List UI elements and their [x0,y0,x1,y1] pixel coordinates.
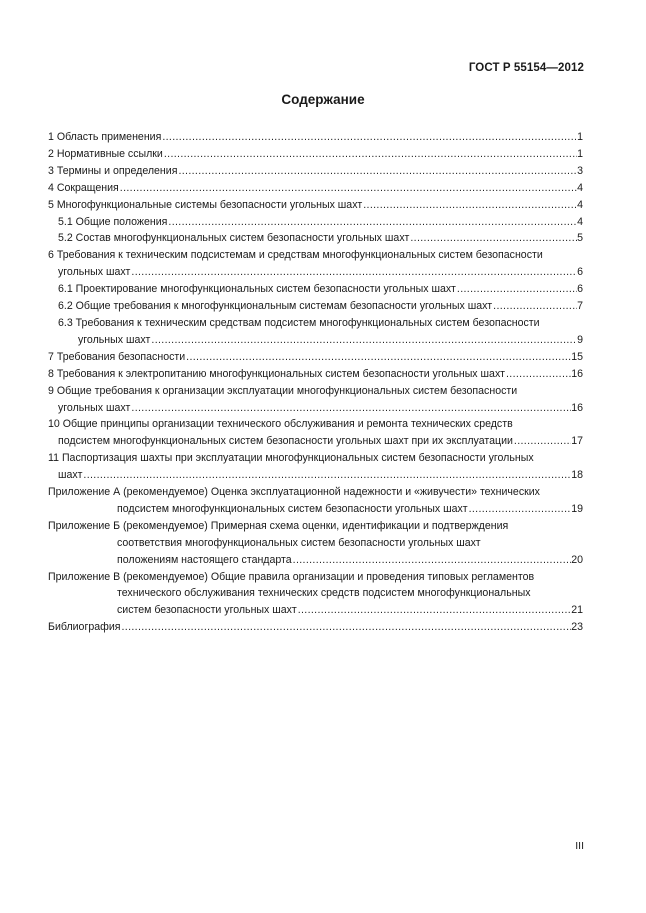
toc-entry-text: 4 Сокращения [48,181,119,194]
toc-entry-text: 1 Область применения [48,131,162,143]
toc-entry-text: Приложение А (рекомендуемое) Оценка эксплуатационной надежности и «живучести» технических [48,486,540,499]
dot-leader [164,146,577,163]
dot-leader [121,619,571,636]
toc-page-number: 1 [577,131,583,143]
toc-page-number: 4 [577,181,583,194]
dot-leader [151,332,577,349]
toc-page-number: 5 [577,232,583,245]
dot-leader [493,298,577,315]
toc-entry[interactable] [48,298,583,315]
toc-entry-text: подсистем многофункциональных систем безопасности угольных шахт [117,502,468,515]
toc-entry[interactable] [48,129,583,146]
toc-page-number: 16 [571,401,583,414]
toc-page-number: 17 [571,435,583,448]
toc-entry[interactable] [48,163,583,180]
toc-entry[interactable] [48,349,583,366]
dot-leader [469,501,572,518]
dot-leader [457,281,577,298]
toc-entry[interactable] [48,146,583,163]
toc-entry[interactable] [48,281,583,298]
toc-entry[interactable] [48,230,583,247]
toc-entry-text: 8 Требования к электропитанию многофункциональных систем безопасности угольных шахт [48,367,505,380]
toc-entry-text: 10 Общие принципы организации технического обслуживания и ремонта технических средств [48,418,513,431]
toc-page-number: 6 [577,266,583,279]
toc-entry-text: соответствия многофункциональных систем безопасности угольных шахт [117,536,481,549]
toc-entry-text: систем безопасности угольных шахт [117,604,297,617]
dot-leader [131,264,577,281]
toc-entry[interactable] [48,484,583,518]
toc-entry[interactable] [48,315,583,349]
toc-entry[interactable] [48,180,583,197]
dot-leader [298,602,572,619]
toc-page-number: 7 [577,300,583,313]
toc-entry-text: Приложение Б (рекомендуемое) Примерная схема оценки, идентификации и подтверждения [48,519,509,532]
toc-entry-text: угольных шахт [58,266,131,279]
dot-leader [178,163,577,180]
toc-page-number: 1 [577,147,583,160]
toc-entry-text: подсистем многофункциональных систем безопасности угольных шахт при их эксплуатации [58,435,513,448]
toc-page-number: 19 [571,502,583,515]
toc-entry[interactable] [48,214,583,231]
toc-entry-text: шахт [58,469,83,482]
toc-page-number: 18 [571,469,583,482]
toc-entry-text: угольных шахт [78,333,151,346]
dot-leader [120,180,577,197]
toc-page-number: 21 [571,604,583,617]
toc-page-number: 20 [571,553,583,566]
toc-entry[interactable] [48,197,583,214]
toc-entry-text: Библиография [48,621,121,634]
toc-page-number: 15 [571,350,583,363]
toc-entry-text: 5.1 Общие положения [58,215,168,228]
dot-leader [83,467,571,484]
toc-entry-text: 6 Требования к техническим подсистемам и средствам многофункциональных систем безопасности [48,249,543,262]
toc-entry[interactable] [48,569,583,620]
toc-entry-text: 5 Многофункциональные системы безопасности угольных шахт [48,198,363,211]
toc-entry-text: 2 Нормативные ссылки [48,147,163,160]
toc-entry-text: 6.3 Требования к техническим средствам подсистем многофункциональных систем безопасности [58,316,540,329]
toc-entry-text: технического обслуживания технических средств подсистем многофункциональных [117,587,531,600]
page-number: III [575,840,584,852]
toc-entry-text: 3 Термины и определения [48,164,178,177]
toc-page-number: 6 [577,283,583,296]
dot-leader [186,349,571,366]
toc-page-number: 9 [577,333,583,346]
toc-entry[interactable] [48,247,583,281]
toc-page-number: 16 [571,367,583,380]
toc-entry[interactable] [48,416,583,450]
table-of-contents [48,129,583,636]
toc-entry-text: 9 Общие требования к организации эксплуатации многофункциональных систем безопасности [48,384,518,397]
dot-leader [168,214,577,231]
toc-entry[interactable] [48,518,583,569]
toc-entry-text: 6.2 Общие требования к многофункциональным системам безопасности угольных шахт [58,300,493,313]
toc-entry[interactable] [48,619,583,636]
toc-page-number: 4 [577,215,583,228]
dot-leader [293,552,572,569]
toc-entry-text: 5.2 Состав многофункциональных систем безопасности угольных шахт [58,232,410,245]
toc-page-number: 3 [577,164,583,177]
toc-entry-text: положениям настоящего стандарта [117,553,292,566]
toc-page-number: 23 [571,621,583,634]
toc-entry-text: 11 Паспортизация шахты при эксплуатации многофункциональных систем безопасности угольных [48,452,534,465]
dot-leader [363,197,577,214]
toc-entry-text: 7 Требования безопасности [48,350,186,363]
document-code: ГОСТ Р 55154—2012 [468,62,584,74]
dot-leader [162,129,577,146]
toc-entry[interactable] [48,366,583,383]
toc-entry-text: угольных шахт [58,401,131,414]
dot-leader [410,230,577,247]
dot-leader [506,366,571,383]
toc-entry[interactable] [48,383,583,417]
dot-leader [131,400,571,417]
toc-entry[interactable] [48,450,583,484]
dot-leader [514,433,571,450]
page-title: Содержание [281,92,365,107]
toc-entry-text: 6.1 Проектирование многофункциональных систем безопасности угольных шахт [58,283,456,296]
toc-entry-text: Приложение В (рекомендуемое) Общие правила организации и проведения типовых регламентов [48,570,535,583]
toc-page-number: 4 [577,198,583,211]
